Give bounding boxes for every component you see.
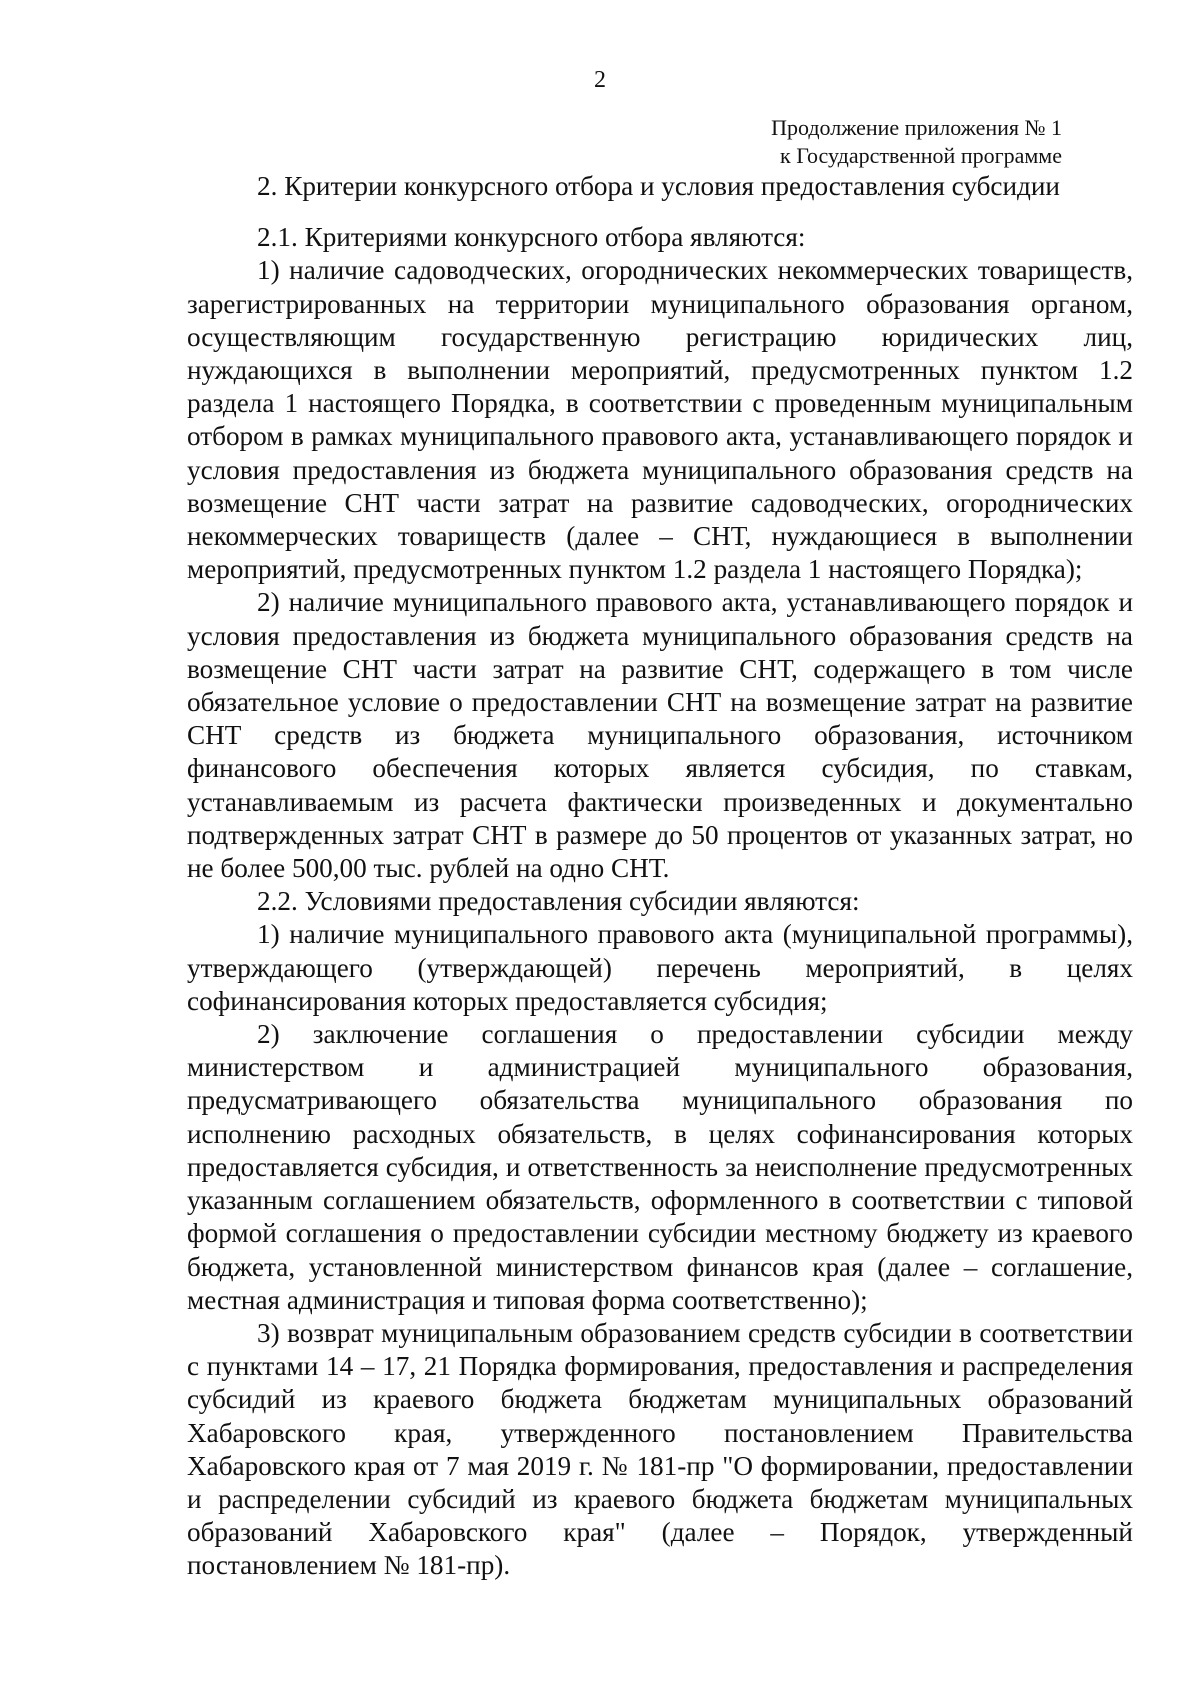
paragraph-2-1-item-1: 1) наличие садоводческих, огороднических некоммерческих товариществ, зарегистрированных на территории муниципального образования органом, осуществляющим государственную регистрацию юридических лиц, нуждающихся в выполнении мероприятий, предусмотренных пунктом 1.2 раздела 1 настоящего Порядка, в соответствии с проведенным муниципальным отбором в рамках муниципального правового акта, устанавливающего порядок и условия предоставления из бюджета муниципального образования средств на возмещение СНТ части затрат на развитие садоводческих, огороднических некоммерческих товариществ (далее – СНТ, нуждающиеся в выполнении мероприятий, предусмотренных пунктом 1.2 раздела 1 настоящего Порядка); xyxy=(187,255,1133,585)
appendix-note-line-2: к Государственной программе xyxy=(780,143,1062,168)
paragraph-2-1-item-2: 2) наличие муниципального правового акта, устанавливающего порядок и условия предоставления из бюджета муниципального образования средств на возмещение СНТ части затрат на развитие СНТ, содержащего в том числе обязательное условие о предоставлении СНТ на возмещение затрат на развитие СНТ средств из бюджета муниципального образования, источником финансового обеспечения которых является субсидия, по ставкам, устанавливаемым из расчета фактически произведенных и документально подтвержденных затрат СНТ в размере до 50 процентов от указанных затрат, но не более 500,00 тыс. рублей на одно СНТ. xyxy=(187,587,1133,884)
section-title: 2. Критерии конкурсного отбора и условия предоставления субсидии xyxy=(257,171,1060,201)
paragraph-2-2-intro: 2.2. Условиями предоставления субсидии являются: xyxy=(257,886,860,917)
appendix-note xyxy=(771,114,1062,170)
paragraph-2-2-item-1: 1) наличие муниципального правового акта (муниципальной программы), утверждающего (утверждающей) перечень мероприятий, в целях софинансирования которых предоставляется субсидия; xyxy=(187,919,1133,1016)
page-number: 2 xyxy=(594,67,606,93)
paragraph-2-2-item-2: 2) заключение соглашения о предоставлении субсидии между министерством и администрацией муниципального образования, предусматривающего обязательства муниципального образования по исполнению расходных обязательств, в целях софинансирования которых предоставляется субсидия, и ответственность за неисполнение предусмотренных указанным соглашением обязательств, оформленного в соответствии с типовой формой соглашения о предоставлении субсидии местному бюджету из краевого бюджета, установленной министерством финансов края (далее – соглашение, местная администрация и типовая форма соответственно); xyxy=(187,1019,1133,1315)
appendix-note-line-1: Продолжение приложения № 1 xyxy=(771,115,1062,140)
paragraph-2-1-intro: 2.1. Критериями конкурсного отбора являются: xyxy=(257,222,806,253)
paragraph-2-2-item-3: 3) возврат муниципальным образованием средств субсидии в соответствии с пунктами 14 – 17, 21 Порядка формирования, предоставления и распределения субсидий из краевого бюджета бюджетам муниципальных образований Хабаровского края, утвержденного постановлением Правительства Хабаровского края от 7 мая 2019 г. № 181-пр "О формировании, предоставлении и распределении субсидий из краевого бюджета бюджетам муниципальных образований Хабаровского края" (далее – Порядок, утвержденный постановлением № 181-пр). xyxy=(187,1317,1133,1581)
document-body xyxy=(187,170,1133,1583)
